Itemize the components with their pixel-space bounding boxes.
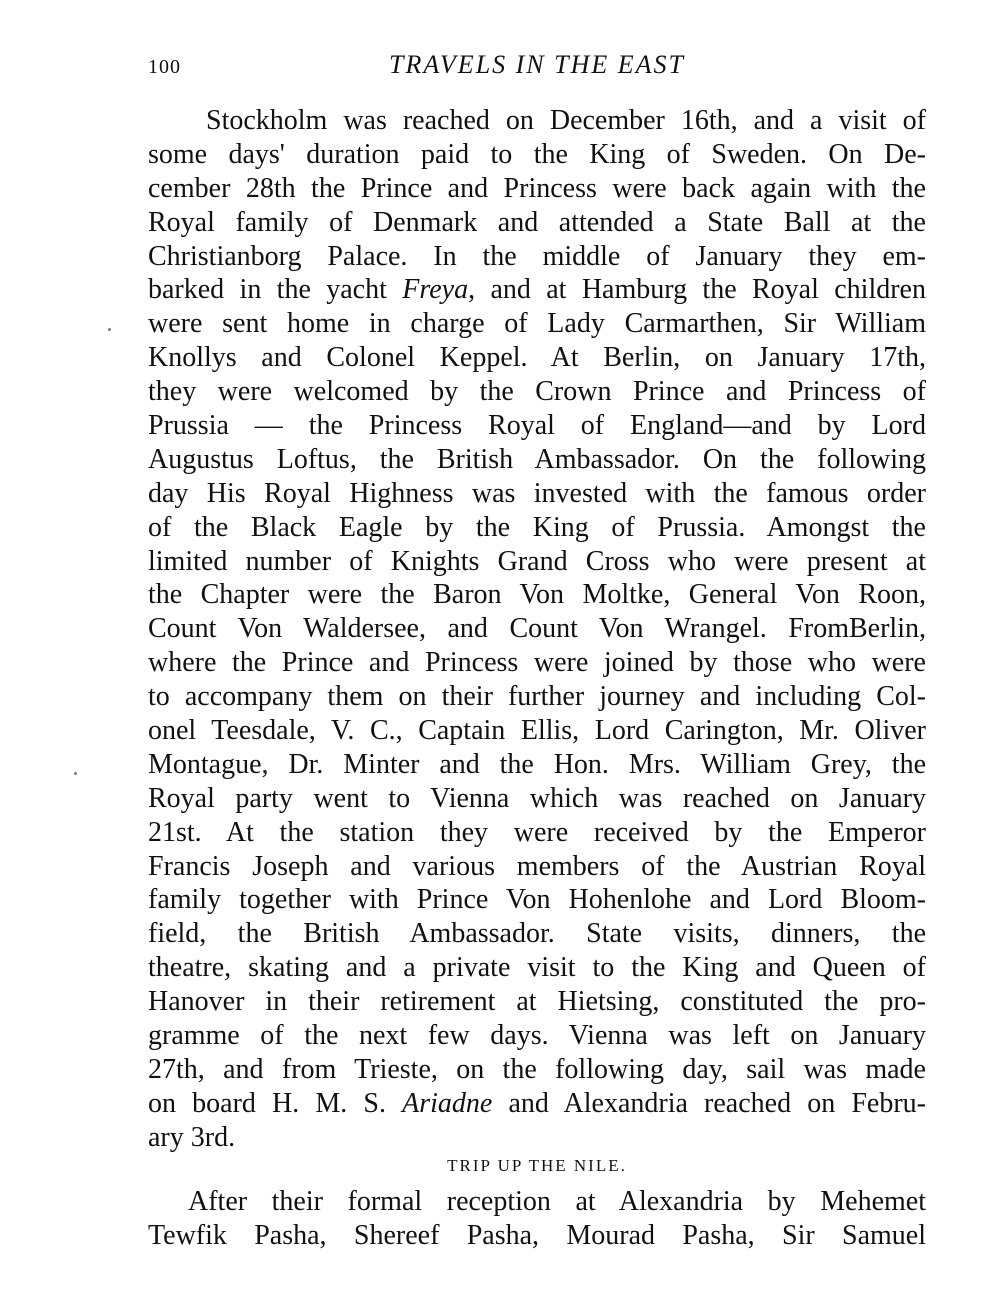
text-line: theatre, skating and a private visit to the King and Queen of	[148, 952, 926, 984]
text-line: Francis Joseph and various members of the Austrian Royal	[148, 850, 926, 882]
text-line: field, the British Ambassador. State visits, dinners, the	[148, 918, 926, 950]
text-line: limited number of Knights Grand Cross who were present at	[148, 545, 926, 577]
text-line: Royal party went to Vienna which was reached on January	[148, 782, 926, 814]
text-line: of the Black Eagle by the King of Prussia. Amongst the	[148, 511, 926, 543]
text-line: Royal family of Denmark and attended a State Ball at the	[148, 206, 926, 238]
text-line: cember 28th the Prince and Princess were back again with the	[148, 172, 926, 204]
text-line: Augustus Loftus, the British Ambassador. On the following	[148, 443, 926, 475]
text-line: 27th, and from Trieste, on the following day, sail was made	[148, 1053, 926, 1085]
text-line: they were welcomed by the Crown Prince and Princess of	[148, 376, 926, 408]
paragraph-nile	[148, 1185, 926, 1253]
text-line: Tewfik Pasha, Shereef Pasha, Mourad Pasha, Sir Samuel	[148, 1219, 926, 1251]
text-line: the Chapter were the Baron Von Moltke, General Von Roon,	[148, 579, 926, 611]
text-line: barked in the yacht Freya, and at Hamburg the Royal children	[148, 274, 926, 306]
text-line: Knollys and Colonel Keppel. At Berlin, on January 17th,	[148, 342, 926, 374]
text-line: Stockholm was reached on December 16th, and a visit of	[206, 105, 926, 136]
text-line: family together with Prince Von Hohenlohe and Lord Bloom-	[148, 884, 926, 916]
running-title: TRAVELS IN THE EAST	[389, 50, 685, 79]
text-line: Hanover in their retirement at Hietsing, constituted the pro-	[148, 986, 926, 1018]
text-line: day His Royal Highness was invested with the famous order	[148, 477, 926, 509]
text-line: After their formal reception at Alexandria by Mehemet	[188, 1186, 926, 1217]
paragraph-main	[148, 104, 926, 1155]
ship-name: Ariadne	[402, 1087, 493, 1119]
text-line: where the Prince and Princess were joined by those who were	[148, 647, 926, 679]
text-line: some days' duration paid to the King of Sweden. On De-	[148, 138, 926, 170]
text-line: Prussia — the Princess Royal of England—and by Lord	[148, 410, 926, 442]
ship-name: Freya	[402, 274, 469, 306]
text-line: 21st. At the station they were received by the Emperor	[148, 816, 926, 848]
margin-speck	[74, 772, 77, 775]
section-heading: TRIP UP THE NILE.	[447, 1156, 627, 1175]
text-line: Montague, Dr. Minter and the Hon. Mrs. William Grey, the	[148, 748, 926, 780]
text-line: Christianborg Palace. In the middle of January they em-	[148, 240, 926, 272]
text-line: were sent home in charge of Lady Carmarthen, Sir William	[148, 308, 926, 340]
text-line: Count Von Waldersee, and Count Von Wrangel. FromBerlin,	[148, 613, 926, 645]
text-line: to accompany them on their further journey and including Col-	[148, 681, 926, 713]
text-line: onel Teesdale, V. C., Captain Ellis, Lord Carington, Mr. Oliver	[148, 715, 926, 747]
page-number: 100	[148, 56, 181, 78]
text-line: ary 3rd.	[148, 1121, 236, 1153]
text-line: on board H. M. S. Ariadne and Alexandria reached on Febru-	[148, 1087, 926, 1119]
text-line: gramme of the next few days. Vienna was left on January	[148, 1020, 926, 1052]
margin-speck	[108, 328, 111, 331]
page-header	[148, 50, 926, 86]
